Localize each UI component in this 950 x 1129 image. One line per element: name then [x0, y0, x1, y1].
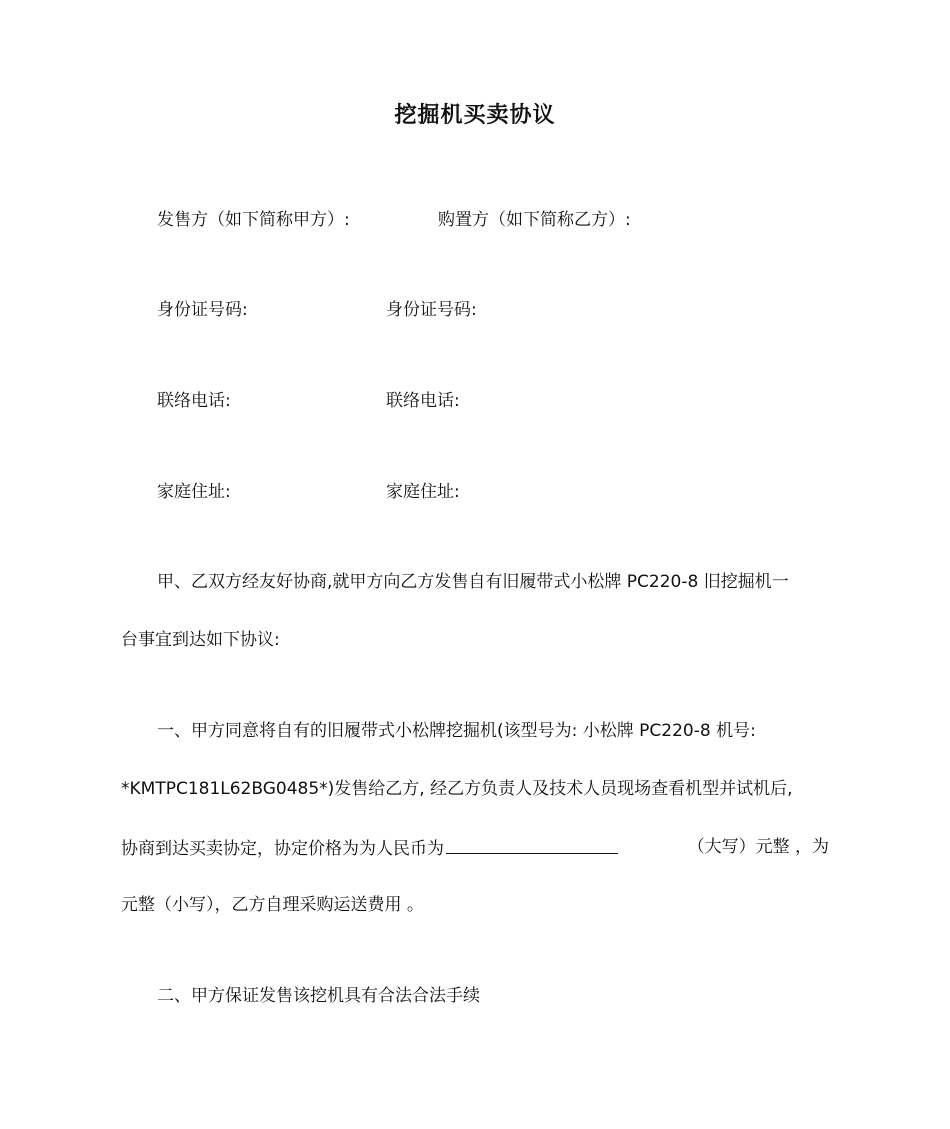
document-title: 挖掘机买卖协议: [394, 103, 556, 128]
clause1-price-suffix: （大写）元整 ，为: [687, 837, 829, 857]
seller-label: 发售方（如下简称甲方）:: [157, 210, 350, 230]
buyer-phone-label: 联络电话:: [386, 391, 460, 411]
seller-phone-label: 联络电话:: [157, 391, 231, 411]
buyer-id-label: 身份证号码:: [386, 300, 477, 320]
price-blank-field[interactable]: [446, 835, 618, 854]
intro-line-1: 甲、乙双方经友好协商,就甲方向乙方发售自有旧履带式小松牌 PC220-8 旧挖掘机一: [157, 572, 789, 592]
buyer-address-label: 家庭住址:: [386, 482, 460, 502]
seller-address-label: 家庭住址:: [157, 482, 231, 502]
clause1-line-1: 一、甲方同意将自有的旧履带式小松牌挖掘机(该型号为: 小松牌 PC220-8 机号:: [157, 721, 756, 741]
intro-line-2: 台事宜到达如下协议:: [121, 630, 280, 650]
seller-id-label: 身份证号码:: [157, 300, 248, 320]
clause1-line-4: 元整（小写），乙方自理采购运送费用 。: [121, 895, 424, 915]
clause1-line-3-text: [121, 835, 620, 861]
clause2-line-1: 二、甲方保证发售该挖机具有合法合法手续: [157, 986, 480, 1006]
clause1-line-3: [121, 835, 829, 861]
clause1-price-prefix: 协商到达买卖协定，协定价格为为人民币为: [121, 839, 444, 859]
buyer-label: 购置方（如下简称乙方）:: [438, 210, 631, 230]
clause1-line-2: *KMTPC181L62BG0485*)发售给乙方, 经乙方负责人及技术人员现场查看机型并试机后,: [121, 779, 793, 799]
